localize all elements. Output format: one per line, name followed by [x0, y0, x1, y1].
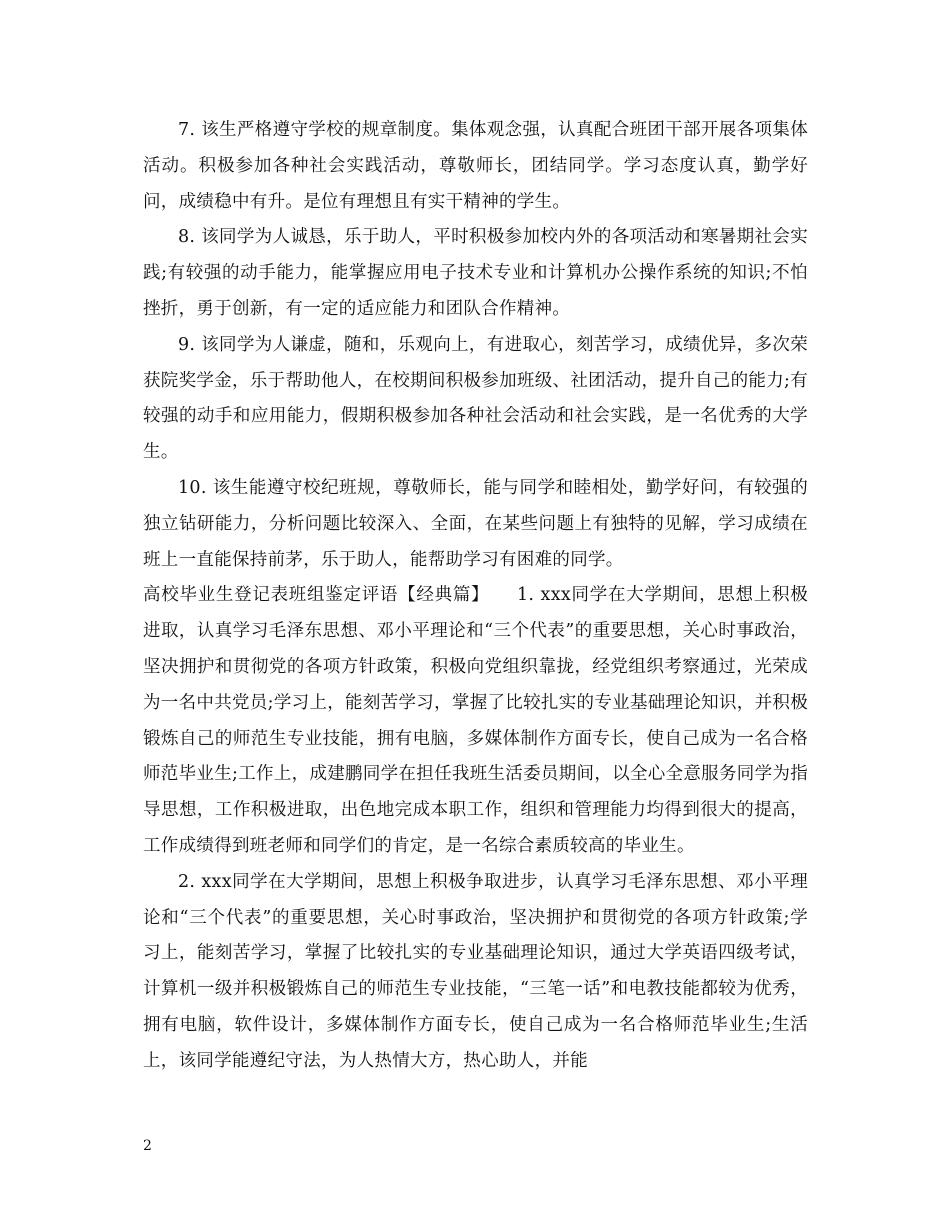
page-number: 2: [143, 1138, 152, 1154]
paragraph-evaluation-10: 10. 该生能遵守校纪班规，尊敬师长，能与同学和睦相处，勤学好问，有较强的独立钻研能力，分析问题比较深入、全面，在某些问题上有独特的见解，学习成绩在班上一直能保持前茅，乐于助人，能帮助学习有困难的同学。: [143, 477, 808, 570]
paragraph-classic-section-1: 高校毕业生登记表班组鉴定评语【经典篇】 1. xxx同学在大学期间，思想上积极进取，认真学习毛泽东思想、邓小平理论和“三个代表”的重要思想，关心时事政治，坚决拥护和贯彻党的各项方针政策，积极向党组织靠拢，经党组织考察通过，光荣成为一名中共党员;学习上，能刻苦学习，掌握了比较扎实的专业基础理论知识，并积极锻炼自己的师范生专业技能，拥有电脑，多媒体制作方面专长，使自己成为一名合格师范毕业生;工作上，成建鹏同学在担任我班生活委员期间，以全心全意服务同学为指导思想，工作积极进取，出色地完成本职工作，组织和管理能力均得到很大的提高，工作成绩得到班老师和同学们的肯定，是一名综合素质较高的毕业生。: [143, 585, 808, 856]
paragraph-evaluation-9: 9. 该同学为人谦虚，随和，乐观向上，有进取心，刻苦学习，成绩优异，多次荣获院奖学金，乐于帮助他人，在校期间积极参加班级、社团活动，提升自己的能力;有较强的动手和应用能力，假期积极参加各种社会活动和社会实践，是一名优秀的大学生。: [143, 334, 808, 463]
paragraph-classic-section-2: 2. xxx同学在大学期间，思想上积极争取进步，认真学习毛泽东思想、邓小平理论和“三个代表”的重要思想，关心时事政治，坚决拥护和贯彻党的各项方针政策;学习上，能刻苦学习，掌握了比较扎实的专业基础理论知识，通过大学英语四级考试，计算机一级并积极锻炼自己的师范生专业技能，“三笔一话”和电教技能都较为优秀，拥有电脑，软件设计，多媒体制作方面专长，使自己成为一名合格师范毕业生;生活上，该同学能遵纪守法，为人热情大方，热心助人，并能: [143, 871, 808, 1071]
paragraph-evaluation-8: 8. 该同学为人诚恳，乐于助人，平时积极参加校内外的各项活动和寒暑期社会实践;有较强的动手能力，能掌握应用电子技术专业和计算机办公操作系统的知识;不怕挫折，勇于创新，有一定的适应能力和团队合作精神。: [143, 227, 808, 319]
paragraph-evaluation-7: 7. 该生严格遵守学校的规章制度。集体观念强，认真配合班团干部开展各项集体活动。积极参加各种社会实践活动，尊敬师长，团结同学。学习态度认真，勤学好问，成绩稳中有升。是位有理想且有实干精神的学生。: [143, 120, 808, 212]
document-body: [143, 113, 808, 1080]
